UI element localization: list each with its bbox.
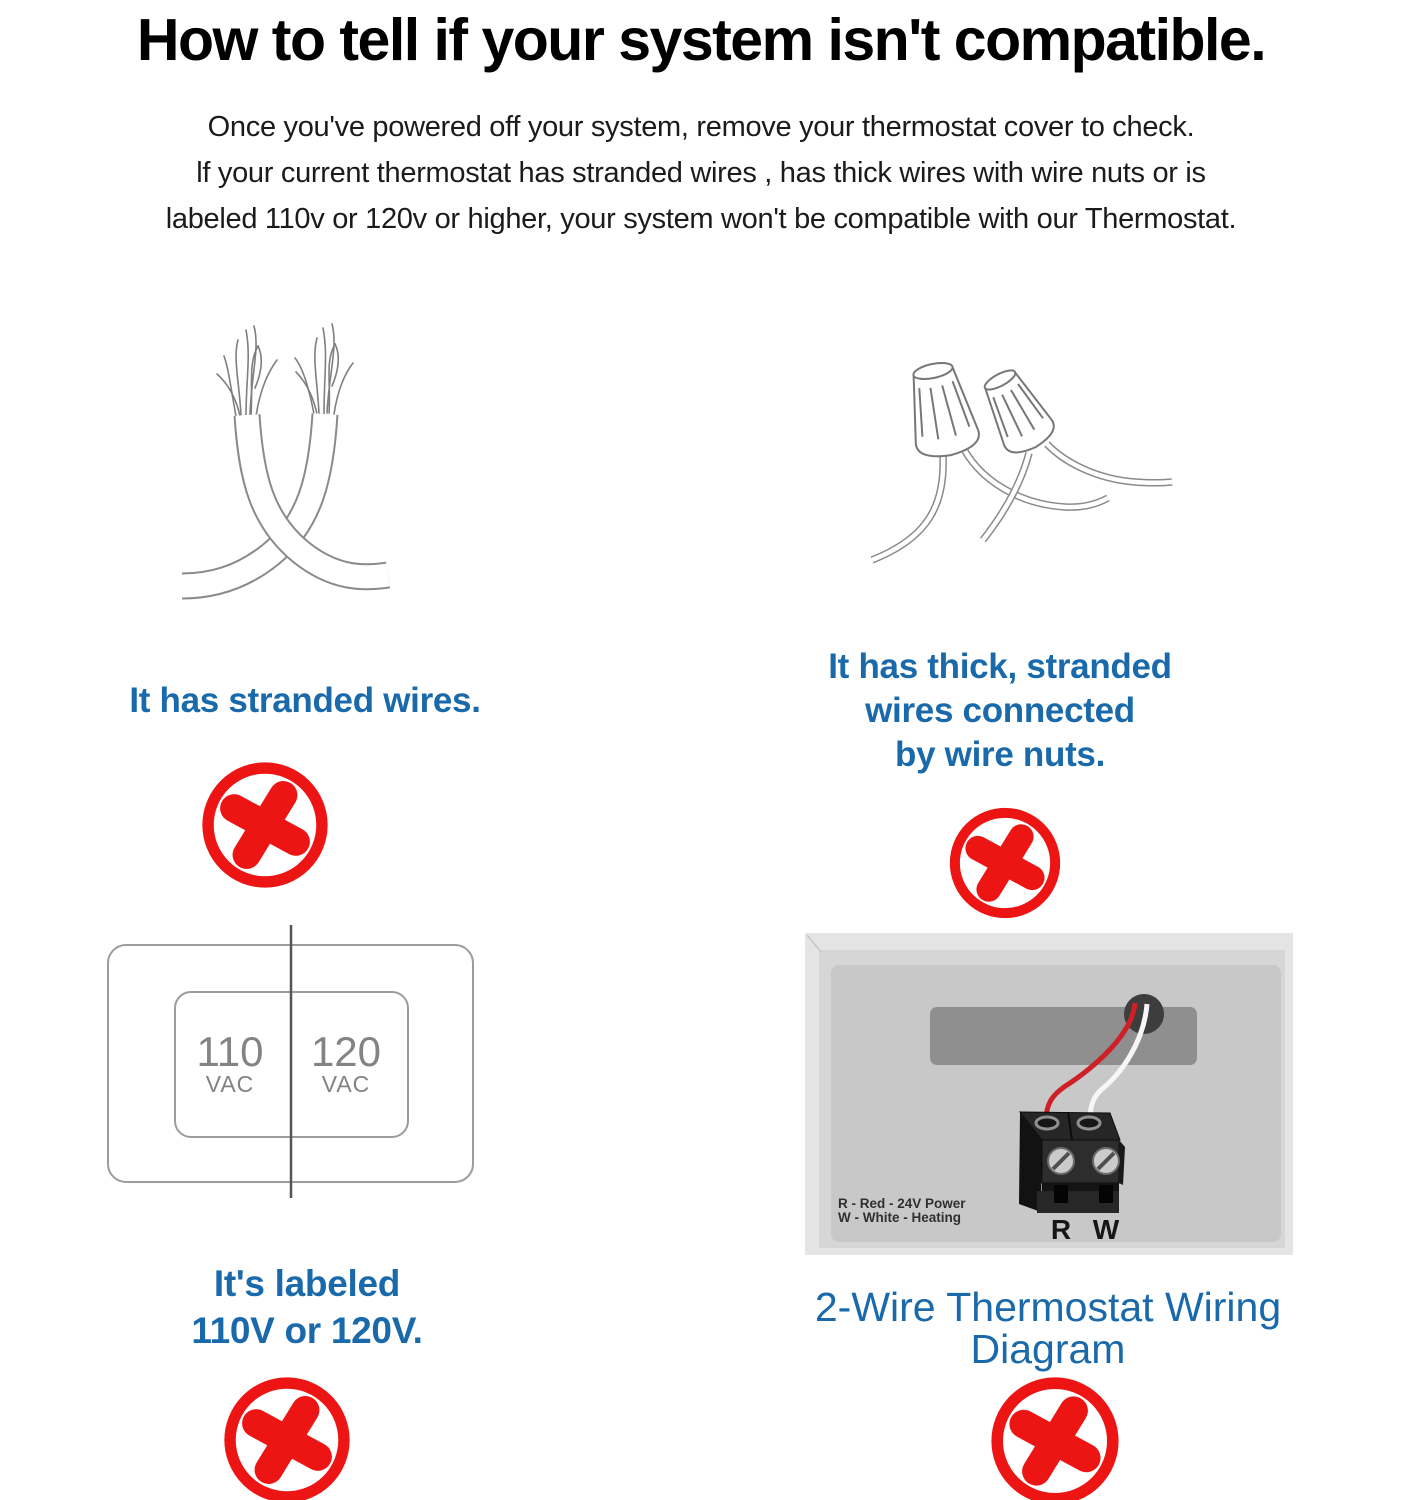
x-mark-icon (220, 1373, 354, 1500)
terminal-block (1019, 1112, 1125, 1213)
wire-nuts-illustration (850, 340, 1190, 580)
intro-line: labeled 110v or 120v or higher, your system won't be compatible with our Thermostat. (165, 203, 1237, 235)
terminal-label-w: W (1092, 1214, 1120, 1245)
x-mark-glyph (220, 1373, 354, 1500)
intro-line: lf your current thermostat has stranded wires , has thick wires with wire nuts or is (196, 157, 1206, 189)
x-mark-icon (198, 758, 332, 892)
caption-line: 2-Wire Thermostat Wiring (814, 1284, 1282, 1330)
two-wire-thermostat-diagram (805, 933, 1293, 1255)
terminal-label-r: R (1050, 1214, 1072, 1245)
x-mark-glyph (987, 1373, 1123, 1500)
caption-line: by wire nuts. (894, 735, 1106, 774)
caption-line: 110V or 120V. (191, 1310, 423, 1351)
voltage-unit: VAC (321, 1071, 371, 1097)
wire-nuts-caption (750, 645, 1250, 777)
intro-text (0, 104, 1402, 242)
x-mark-icon (946, 804, 1064, 922)
voltage-unit: VAC (205, 1071, 255, 1097)
wire-strands (217, 324, 353, 416)
wiring-diagram-caption (758, 1286, 1338, 1370)
x-mark-glyph (946, 804, 1064, 922)
voltage-value-110: 110 (196, 1028, 264, 1075)
stranded-wires-illustration (120, 318, 480, 618)
voltage-value-120: 120 (310, 1028, 382, 1075)
caption-line: It's labeled (213, 1263, 401, 1304)
x-mark-glyph (198, 758, 332, 892)
caption-line: Diagram (970, 1326, 1126, 1372)
caption-line: wires connected (865, 691, 1135, 730)
thermostat-voltage-illustration (95, 920, 495, 1210)
legend-line-r: R - Red - 24V Power (838, 1196, 966, 1211)
nut-wires (872, 444, 1172, 560)
left-wire-nut (900, 357, 982, 461)
voltage-caption (22, 1260, 592, 1354)
intro-line: Once you've powered off your system, remove your thermostat cover to check. (207, 111, 1195, 143)
caption-line: It has thick, stranded (828, 647, 1172, 686)
x-mark-icon (987, 1373, 1123, 1500)
legend-line-w: W - White - Heating (838, 1210, 961, 1225)
page-title: How to tell if your system isn't compatible. (136, 7, 1266, 73)
stranded-wires-caption: It has stranded wires. (129, 681, 481, 720)
